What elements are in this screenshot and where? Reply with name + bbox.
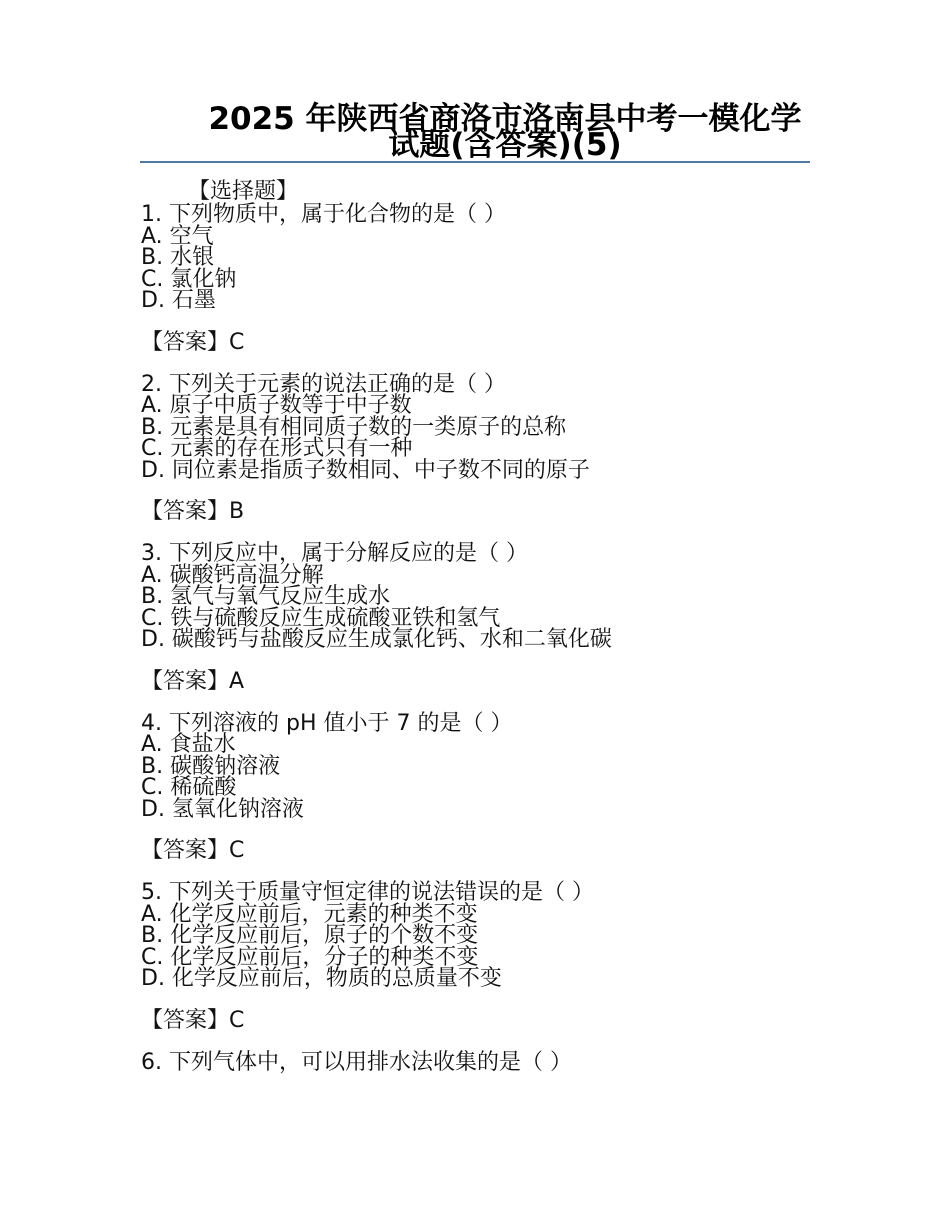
question-3 [141, 543, 821, 694]
option-a: A. 碳酸钙高温分解 [141, 562, 324, 588]
option-c: C. 化学反应前后，分子的种类不变 [141, 944, 479, 970]
option-a: A. 原子中质子数等于中子数 [141, 393, 412, 418]
option-b: B. 元素是具有相同质子数的一类原子的总称 [141, 414, 567, 440]
option-c: C. 氯化钠 [141, 266, 237, 292]
option-b: B. 水银 [141, 245, 215, 270]
title-underline [140, 161, 810, 163]
document-title: 2025 年陕西省商洛市洛南县中考一模化学试题(含答案)(5) [208, 101, 802, 163]
question-1 [141, 204, 821, 355]
option-a: A. 食盐水 [141, 732, 236, 757]
option-b: B. 化学反应前后，原子的个数不变 [141, 923, 479, 948]
option-d: D. 化学反应前后，物质的总质量不变 [141, 966, 502, 991]
question-stem: 6. 下列气体中，可以用排水法收集的是（ ） [141, 1049, 572, 1075]
question-2 [141, 371, 821, 525]
answer-label: 【答案】B [141, 499, 245, 524]
question-6 [141, 1049, 821, 1075]
question-5 [141, 882, 821, 1033]
option-d: D. 氢氧化钠溶液 [141, 796, 304, 822]
answer-label: 【答案】A [141, 668, 245, 694]
question-stem: 4. 下列溶液的 pH 值小于 7 的是（ ） [141, 710, 513, 736]
answer-label: 【答案】C [141, 838, 245, 863]
question-list [141, 204, 821, 1073]
question-stem: 1. 下列物质中，属于化合物的是（ ） [141, 202, 506, 227]
option-a: A. 空气 [141, 223, 214, 249]
answer-label: 【答案】C [141, 1007, 245, 1033]
option-d: D. 碳酸钙与盐酸反应生成氯化钙、水和二氧化碳 [141, 627, 612, 652]
question-4 [141, 710, 821, 864]
option-b: B. 碳酸钠溶液 [141, 753, 281, 779]
option-c: C. 稀硫酸 [141, 775, 237, 800]
option-b: B. 氢气与氧气反应生成水 [141, 584, 391, 609]
section-heading: 【选择题】 [188, 179, 299, 204]
question-stem: 2. 下列关于元素的说法正确的是（ ） [141, 371, 506, 397]
option-c: C. 铁与硫酸反应生成硫酸亚铁和氢气 [141, 605, 501, 631]
option-c: C. 元素的存在形式只有一种 [141, 436, 413, 461]
answer-label: 【答案】C [141, 329, 245, 355]
question-stem: 3. 下列反应中，属于分解反应的是（ ） [141, 541, 528, 566]
option-a: A. 化学反应前后，元素的种类不变 [141, 901, 478, 927]
option-d: D. 石墨 [141, 288, 216, 313]
option-d: D. 同位素是指质子数相同、中子数不同的原子 [141, 457, 590, 483]
question-stem: 5. 下列关于质量守恒定律的说法错误的是（ ） [141, 880, 594, 905]
